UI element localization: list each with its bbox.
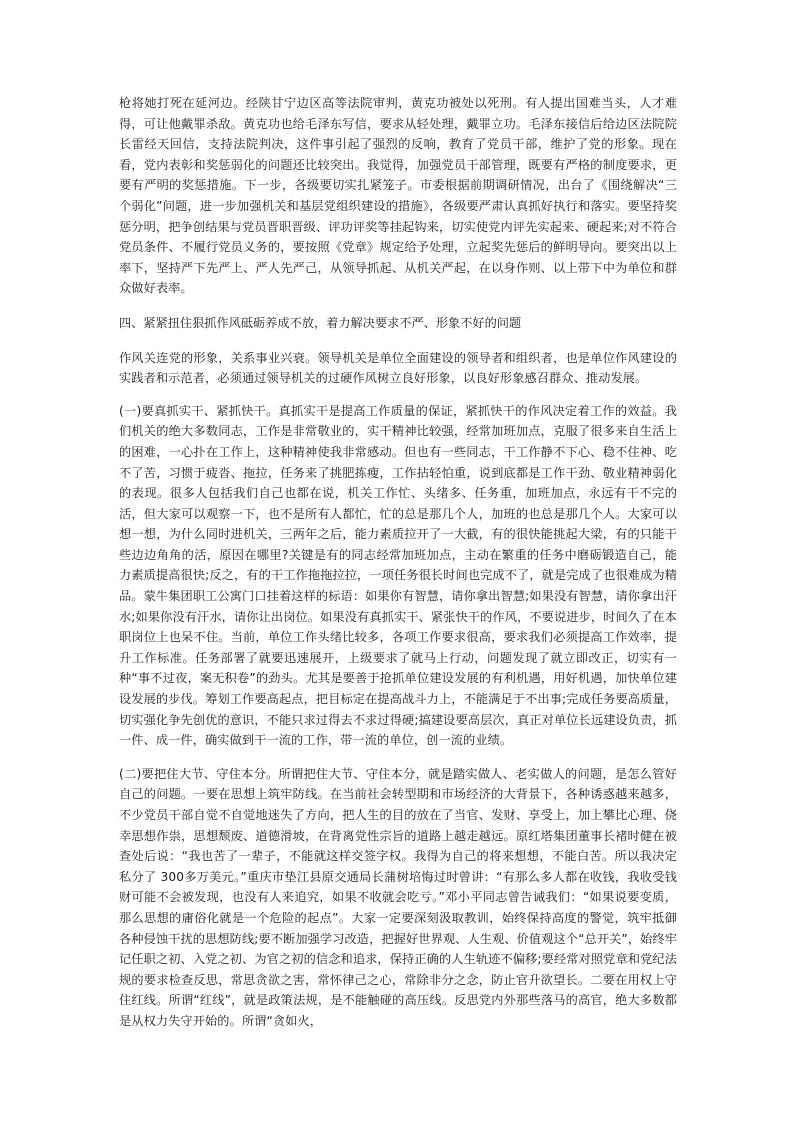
paragraph-spacer: [119, 389, 677, 401]
document-page: [119, 93, 677, 1032]
body-paragraph: (一)要真抓实干、紧抓快干。真抓实干是提高工作质量的保证，紧抓快干的作风决定着工作的效益。我们机关的绝大多数同志，工作是非常敬业的，实干精神比较强，经常加班加点，克服了很多来自生活上的困难，一心扑在工作上，这种精神使我非常感动。但也有一些同志，干工作静不下心、稳不住神、吃不了苦，习惯于疲沓、拖拉，任务来了挑肥拣瘦，工作拈轻怕重，说到底都是工作干劲、敬业精神弱化的表现。很多人包括我们自己也都在说，机关工作忙、头绪多、任务重，加班加点，永远有干不完的活，但大家可以观察一下，也不是所有人都忙，忙的总是那几个人，加班的也总是那几个人。大家可以想一想，为什么同时进机关，三两年之后，能力素质拉开了一大截，有的很快能挑起大梁，有的只能干些边边角角的活，原因在哪里?关键是有的同志经常加班加点，主动在繁重的任务中磨砺锻造自己，能力素质提高很快;反之，有的干工作拖拖拉拉，一项任务很长时间也完成不了，就是完成了也很难成为精品。蒙牛集团职工公寓门口挂着这样的标语：如果你有智慧，请你拿出智慧;如果没有智慧，请你拿出汗水;如果你没有汗水，请你让出岗位。如果没有真抓实干、紧张快干的作风，不要说进步，时间久了在本职岗位上也呆不住。当前，单位工作头绪比较多，各项工作要求很高，要求我们必须提高工作效率，提升工作标准。任务部署了就要迅速展开，上级要求了就马上行动，问题发现了就立即改正，切实有一种“事不过夜，案无积卷”的劲头。尤其是要善于抢抓单位建设发展的有利机遇，用好机遇，加快单位建设发展的步伐。筹划工作要高起点，把目标定在提高战斗力上，不能满足于不出事;完成任务要高质量，切实强化争先创优的意识，不能只求过得去不求过得硬;搞建设要高层次，真正对单位长远建设负责，抓一件、成一件，确实做到干一流的工作，带一流的单位，创一流的业绩。: [119, 403, 677, 748]
body-paragraph: 作风关连党的形象，关系事业兴衰。领导机关是单位全面建设的领导者和组织者，也是单位作风建设的实践者和示范者，必须通过领导机关的过硬作风树立良好形象，以良好形象感召群众、推动发展。: [119, 350, 677, 386]
body-paragraph: (二)要把住大节、守住本分。所谓把住大节、守住本分，就是踏实做人、老实做人的问题，是怎么管好自己的问题。一要在思想上筑牢防线。在当前社会转型期和市场经济的大背景下，各种诱惑越来越多，不少党员干部自觉不自觉地迷失了方向，把人生的目的放在了当官、发财、享受上，加上攀比心理、侥幸思想作祟，思想颓废、道德滑坡，在背离党性宗旨的道路上越走越远。原红塔集团董事长褚时健在被查处后说：“我也苦了一辈子，不能就这样交签字权。我得为自己的将来想想，不能白苦。所以我决定私分了 300多万美元。”重庆市垫江县原交通局长蒲树培悔过时曾讲：“有那么多人都在收钱，我收受钱财可能不会被发现，也没有人来追究，如果不收就会吃亏。”邓小平同志曾告诫我们：“如果说要变质，那么思想的庸俗化就是一个危险的起点”。大家一定要深刻汲取教训，始终保持高度的警觉，筑牢抵御各种侵蚀干扰的思想防线;要不断加强学习改造，把握好世界观、人生观、价值观这个“总开关”，始终牢记任职之初、入党之初、为官之初的信念和追求，保持正确的人生轨迹不偏移;要经常对照党章和党纪法规的要求检查反思，常思贪欲之害，常怀律己之心，常除非分之念，防止官升欲望长。二要在用权上守住红线。所谓“红线”，就是政策法规，是不能触碰的高压线。反思党内外那些落马的高官，绝大多数都是从权力失守开始的。所谓“贪如火，: [119, 766, 677, 1028]
body-paragraph: 枪将她打死在延河边。经陕甘宁边区高等法院审判，黄克功被处以死刑。有人提出国难当头，人才难得，可让他戴罪杀敌。黄克功也给毛泽东写信，要求从轻处理，戴罪立功。毛泽东接信后给边区法院院长雷经天回信，支持法院判决，这件事引起了强烈的反响，教育了党员干部，维护了党的形象。现在看，党内表彰和奖惩弱化的问题还比较突出。我觉得，加强党员干部管理，既要有严格的制度要求，更要有严明的奖惩措施。下一步，各级要切实扎紧笼子。市委根据前期调研情况，出台了《围绕解决“三个弱化”问题，进一步加强机关和基层党组织建设的措施》，各级要严肃认真抓好执行和落实。要坚持奖惩分明，把争创结果与党员晋职晋级、评功评奖等挂起钩来，切实使党内评先实起来、硬起来;对不符合党员条件、不履行党员义务的，要按照《党章》规定给予处理，立起奖先惩后的鲜明导向。要突出以上率下，坚持严下先严上、严人先严己，从领导抓起、从机关严起，在以身作则、以上带下中为单位和群众做好表率。: [119, 96, 677, 296]
paragraph-spacer: [119, 334, 677, 348]
paragraph-spacer: [119, 751, 677, 764]
paragraph-spacer: [119, 299, 677, 313]
section-heading: 四、紧紧扭住狠抓作风砥砺养成不放，着力解决要求不严、形象不好的问题: [119, 315, 522, 330]
